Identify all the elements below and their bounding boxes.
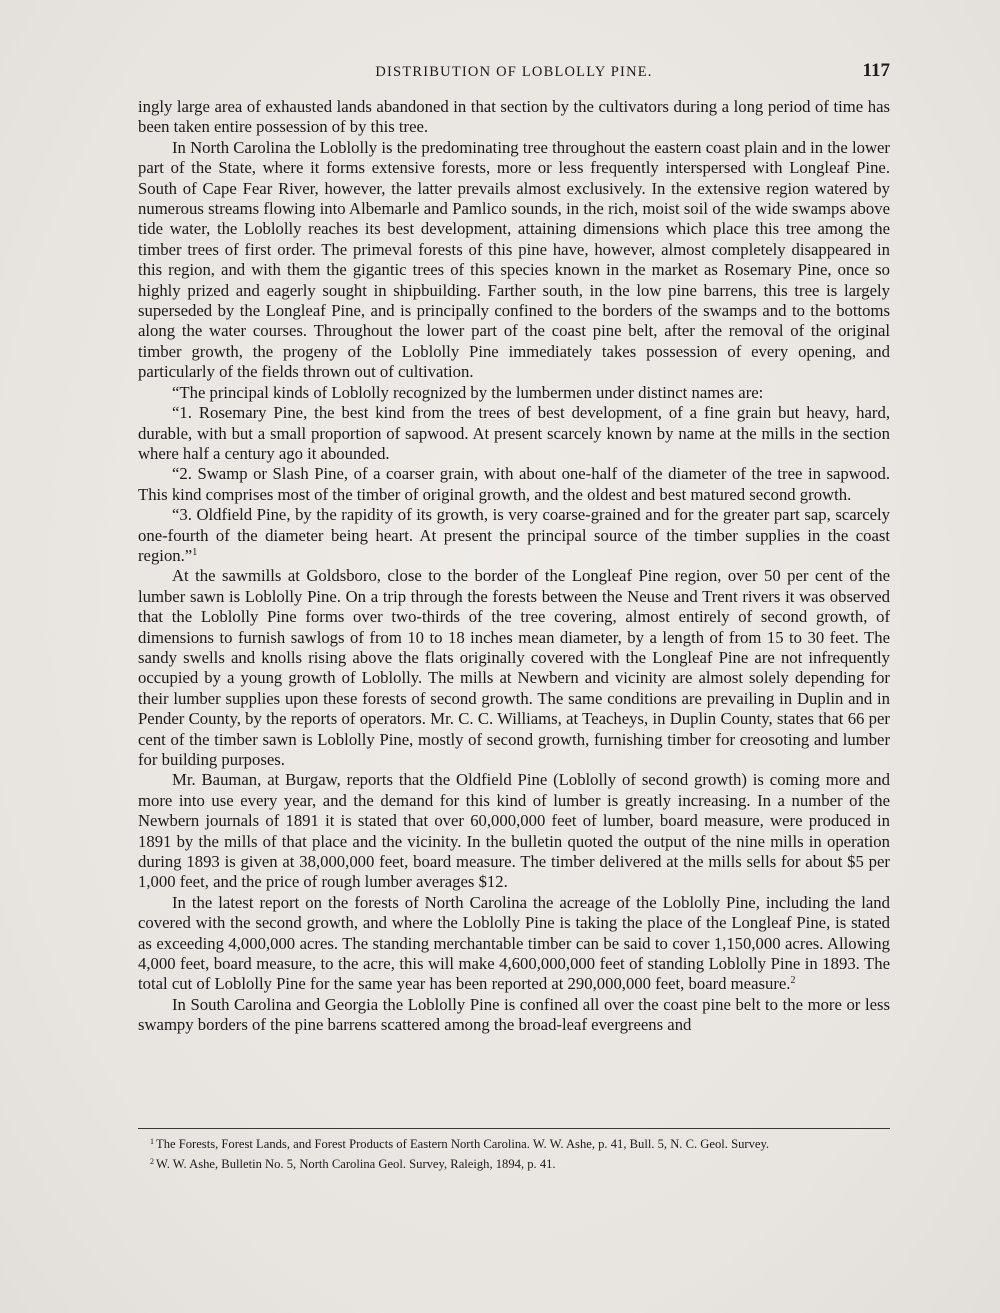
footnote-mark: 1	[150, 1137, 154, 1146]
paragraph: In South Carolina and Georgia the Loblolly Pine is confined all over the coast pine belt to the more or less swampy borders of the pine barrens scattered among the broad-leaf evergreens and	[138, 994, 890, 1035]
paragraph: “The principal kinds of Loblolly recognized by the lumbermen under distinct names are:	[172, 382, 764, 402]
footnote-divider	[138, 1128, 890, 1129]
footnote-reference[interactable]: 1	[192, 546, 198, 558]
footnote-reference[interactable]: 2	[790, 975, 796, 987]
paragraph: In the latest report on the forests of North Carolina the acreage of the Loblolly Pine, including the land covered with the second growth, and where the Loblolly Pine is taking the place of the Longleaf Pine, is stated as exceeding 4,000,000 acres. The standing merchantable timber can be said to cover 1,150,000 acres. Allowing 4,000 feet, board measure, to the acre, this will make 4,600,000,000 feet of standing Loblolly Pine in 1893. The total cut of Loblolly Pine for the same year has been reported at 290,000,000 feet, board measure.$^2$	[138, 892, 890, 994]
paragraph: At the sawmills at Goldsboro, close to the border of the Longleaf Pine region, over 50 per cent of the lumber sawn is Loblolly Pine. On a trip through the forests between the Neuse and Trent rivers it was observed that the Loblolly Pine forms over two-thirds of the tree covering, almost entirely of second growth, of dimensions to furnish sawlogs of from 10 to 18 inches mean diameter, by a length of from 15 to 30 feet. The sandy swells and knolls rising above the flats originally covered with the Longleaf Pine are not infrequently occupied by a young growth of Loblolly. The mills at Newbern and vicinity are almost solely depending for their lumber supplies upon these forests of second growth. The same conditions are prevailing in Duplin and in Pender County, by the reports of operators. Mr. C. C. Williams, at Teacheys, in Duplin County, states that 66 per cent of the timber sawn is Loblolly Pine, mostly of second growth, furnishing timber for creosoting and lumber for building purposes.	[138, 566, 890, 769]
paragraph: “1. Rosemary Pine, the best kind from the trees of best development, of a fine grain but heavy, hard, durable, with but a small proportion of sapwood. At present scarcely known by name at the mills in the section where half a century ago it abounded.	[138, 403, 890, 463]
footnote: $^1$ The Forests, Forest Lands, and Forest Products of Eastern North Carolina. W. W. Ashe, p. 41, Bull. 5, N. C. Geol. Survey.	[150, 1137, 770, 1151]
paragraph: In North Carolina the Loblolly is the predominating tree throughout the eastern coast plain and in the lower part of the State, where it forms extensive forests, more or less frequently interspersed with Longleaf Pine. South of Cape Fear River, however, the latter prevails almost exclusively. In the extensive region watered by numerous streams flowing into Albemarle and Pamlico sounds, in the rich, moist soil of the wide swamps above tide water, the Loblolly reaches its best development, attaining dimensions which place this tree among the timber trees of first order. The primeval forests of this pine have, however, almost completely disappeared in this region, and with them the gigantic trees of this species known in the market as Rosemary Pine, once so highly prized and eagerly sought in shipbuilding. Farther south, in the low pine barrens, this tree is largely superseded by the Longleaf Pine, and is principally confined to the borders of the swamps and to the bottoms along the water courses. Throughout the lower part of the coast pine belt, after the removal of the original timber growth, the progeny of the Loblolly Pine immediately takes possession of every opening, and particularly of the fields thrown out of cultivation.	[138, 137, 890, 382]
footnotes	[138, 1133, 890, 1173]
page-header	[138, 60, 890, 90]
page-number: 117	[862, 60, 890, 81]
paragraph: “3. Oldfield Pine, by the rapidity of its growth, is very coarse-grained and for the greater part sap, scarcely one-fourth of the diameter being heart. At present the principal source of the timber supplies in the coast region.”$^1$	[138, 505, 890, 565]
running-head: DISTRIBUTION OF LOBLOLLY PINE.	[375, 64, 653, 80]
paragraph: Mr. Bauman, at Burgaw, reports that the Oldfield Pine (Loblolly of second growth) is coming more and more into use every year, and the demand for this kind of lumber is greatly increasing. In a number of the Newbern journals of 1891 it is stated that over 60,000,000 feet of lumber, board measure, were produced in 1891 by the mills of that place and the vicinity. In the bulletin quoted the output of the nine mills in operation during 1893 is given at 38,000,000 feet, board measure. The timber delivered at the mills sells for about $5 per 1,000 feet, and the price of rough lumber averages $12.	[138, 770, 890, 892]
footnote: $^2$ W. W. Ashe, Bulletin No. 5, North Carolina Geol. Survey, Raleigh, 1894, p. 41.	[150, 1157, 556, 1171]
paragraph: “2. Swamp or Slash Pine, of a coarser grain, with about one-half of the diameter of the tree in sapwood. This kind comprises most of the timber of original growth, and the oldest and best matured second growth.	[138, 464, 890, 504]
footnote-mark: 2	[150, 1157, 154, 1166]
paragraph: ingly large area of exhausted lands abandoned in that section by the cultivators during a long period of time has been taken entire possession of by this tree.	[138, 97, 890, 137]
body-text	[138, 97, 890, 1036]
